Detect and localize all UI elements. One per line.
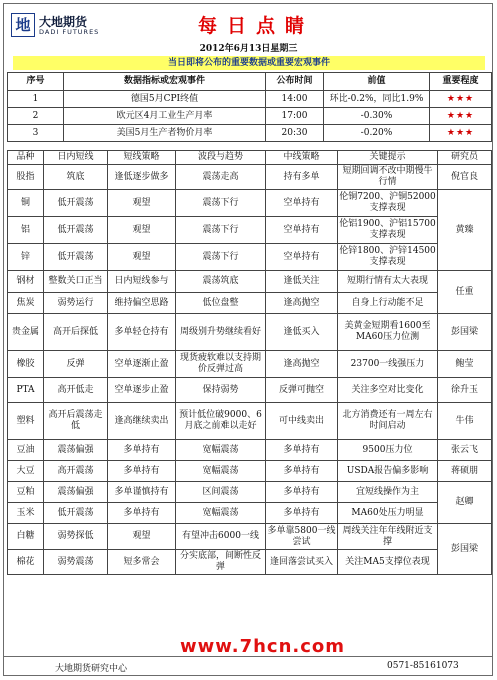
intraday-view: 震荡偏强 <box>44 440 108 461</box>
key-tip: USDA报告偏多影响 <box>338 461 438 482</box>
researcher-name: 牛伟 <box>438 403 492 440</box>
commodity-name: 焦炭 <box>8 293 44 314</box>
researcher-name: 赵卿 <box>438 482 492 524</box>
mid-strategy: 反弹可抛空 <box>266 378 338 403</box>
events-header-cell: 重要程度 <box>430 73 492 91</box>
event-number: 3 <box>8 125 64 142</box>
intraday-view: 高开后探低 <box>44 314 108 351</box>
intraday-view: 弱势震荡 <box>44 550 108 575</box>
mid-strategy: 多单持有 <box>266 440 338 461</box>
page-title: 每日点睛 <box>198 15 315 37</box>
commodity-row <box>8 165 492 190</box>
short-strategy: 观望 <box>108 244 176 271</box>
mid-strategy: 多单持有 <box>266 482 338 503</box>
commodity-name: 豆油 <box>8 440 44 461</box>
report-date: 2012年6月13日星期三 <box>199 44 298 54</box>
swing-trend: 宽幅震荡 <box>176 440 266 461</box>
commodity-header-cell: 中线策略 <box>266 151 338 165</box>
commodity-name: 铜 <box>8 190 44 217</box>
swing-trend: 区间震荡 <box>176 482 266 503</box>
events-row <box>8 91 492 108</box>
commodity-row <box>8 503 492 524</box>
intraday-view: 高开震荡 <box>44 461 108 482</box>
events-header-cell: 数据指标或宏观事件 <box>64 73 266 91</box>
key-tip: 伦锌1800、沪锌14500支撑表现 <box>338 244 438 271</box>
researcher-name: 张云飞 <box>438 440 492 461</box>
researcher-name: 蒋硕朋 <box>438 461 492 482</box>
swing-trend: 震荡走高 <box>176 165 266 190</box>
key-tip: 伦铝1900、沪铝15700支撑表现 <box>338 217 438 244</box>
swing-trend: 宽幅震荡 <box>176 461 266 482</box>
commodity-name: 豆粕 <box>8 482 44 503</box>
commodity-row <box>8 271 492 293</box>
swing-trend: 现货疲软难以支持期价反弹过高 <box>176 351 266 378</box>
researcher-name: 黄臻 <box>438 190 492 271</box>
mid-strategy: 空单持有 <box>266 190 338 217</box>
intraday-view: 低开震荡 <box>44 244 108 271</box>
researcher-name: 倪官良 <box>438 165 492 190</box>
header <box>3 3 493 41</box>
commodity-name: 大豆 <box>8 461 44 482</box>
mid-strategy: 空单持有 <box>266 217 338 244</box>
swing-trend: 震荡下行 <box>176 244 266 271</box>
key-tip: MA60处压力明显 <box>338 503 438 524</box>
commodity-row <box>8 351 492 378</box>
footer-org: 大地期货研究中心 <box>55 664 128 674</box>
short-strategy: 逢高继续卖出 <box>108 403 176 440</box>
commodity-name: 塑料 <box>8 403 44 440</box>
importance-stars-icon: ★★★ <box>430 125 492 142</box>
intraday-view: 低开震荡 <box>44 190 108 217</box>
commodity-row <box>8 293 492 314</box>
mid-strategy: 逢高抛空 <box>266 293 338 314</box>
key-tip: 短期行情有太大表现 <box>338 271 438 293</box>
footer <box>3 656 493 677</box>
mid-strategy: 空单持有 <box>266 244 338 271</box>
key-tip: 短期回调不改中期慢牛行情 <box>338 165 438 190</box>
commodity-row <box>8 461 492 482</box>
company-logo <box>11 13 111 39</box>
commodity-name: 贵金属 <box>8 314 44 351</box>
mid-strategy: 可中线卖出 <box>266 403 338 440</box>
event-previous-value: -0.30% <box>324 108 430 125</box>
events-header-cell: 前值 <box>324 73 430 91</box>
short-strategy: 日内短线参与 <box>108 271 176 293</box>
commodity-header-cell: 日内短线 <box>44 151 108 165</box>
commodity-name: 玉米 <box>8 503 44 524</box>
intraday-view: 筑底 <box>44 165 108 190</box>
commodity-row <box>8 244 492 271</box>
footer-phone: 0571-85161073 <box>387 661 459 671</box>
event-time: 20:30 <box>266 125 324 142</box>
swing-trend: 震荡筑底 <box>176 271 266 293</box>
intraday-view: 整数关口正当 <box>44 271 108 293</box>
events-header-row <box>8 73 492 91</box>
commodity-row <box>8 217 492 244</box>
short-strategy: 多单持有 <box>108 461 176 482</box>
intraday-view: 弱势探低 <box>44 524 108 550</box>
commodity-row <box>8 482 492 503</box>
key-tip: 关注多空对比变化 <box>338 378 438 403</box>
key-tip: 自身上行动能不足 <box>338 293 438 314</box>
key-tip: 周线关注年年线附近支撑 <box>338 524 438 550</box>
logo-text-cn: 大地期货 <box>39 15 88 29</box>
watermark: www.7hcn.com <box>180 636 346 657</box>
swing-trend: 有望冲击6000一线 <box>176 524 266 550</box>
event-time: 17:00 <box>266 108 324 125</box>
mid-strategy: 多单靠5800一线尝试 <box>266 524 338 550</box>
swing-trend: 预计低位破9000、6月底之前难以走好 <box>176 403 266 440</box>
commodity-row <box>8 440 492 461</box>
logo-mark-icon: 地 <box>11 13 35 37</box>
section-heading-events: 当日即将公布的重要数据或重要宏观事件 <box>13 56 485 70</box>
importance-stars-icon: ★★★ <box>430 108 492 125</box>
event-previous-value: 环比-0.2%，同比1.9% <box>324 91 430 108</box>
researcher-name: 彭国梁 <box>438 314 492 351</box>
commodity-header-cell: 关键提示 <box>338 151 438 165</box>
event-number: 1 <box>8 91 64 108</box>
swing-trend: 分实底部，间断性反弹 <box>176 550 266 575</box>
commodity-name: 铝 <box>8 217 44 244</box>
swing-trend: 低位盘整 <box>176 293 266 314</box>
commodity-name: 锌 <box>8 244 44 271</box>
key-tip: 关注MA5支撑位表现 <box>338 550 438 575</box>
event-name: 美国5月生产者物价月率 <box>64 125 266 142</box>
short-strategy: 观望 <box>108 217 176 244</box>
events-header-cell: 序号 <box>8 73 64 91</box>
key-tip: 23700一线强压力 <box>338 351 438 378</box>
mid-strategy: 多单持有 <box>266 503 338 524</box>
researcher-name: 彭国梁 <box>438 524 492 575</box>
commodity-name: 白糖 <box>8 524 44 550</box>
commodity-row <box>8 314 492 351</box>
event-time: 14:00 <box>266 91 324 108</box>
events-header-cell: 公布时间 <box>266 73 324 91</box>
commodity-name: 钢材 <box>8 271 44 293</box>
key-tip: 9500压力位 <box>338 440 438 461</box>
short-strategy: 多单持有 <box>108 503 176 524</box>
short-strategy: 空单逐步止盈 <box>108 378 176 403</box>
swing-trend: 震荡下行 <box>176 217 266 244</box>
event-previous-value: -0.20% <box>324 125 430 142</box>
event-number: 2 <box>8 108 64 125</box>
key-tip: 北方消费还有一周左右时间启动 <box>338 403 438 440</box>
commodity-row <box>8 524 492 550</box>
short-strategy: 多单谨慎持有 <box>108 482 176 503</box>
swing-trend: 宽幅震荡 <box>176 503 266 524</box>
short-strategy: 观望 <box>108 190 176 217</box>
short-strategy: 维持偏空思路 <box>108 293 176 314</box>
commodity-name: PTA <box>8 378 44 403</box>
events-row <box>8 108 492 125</box>
intraday-view: 低开震荡 <box>44 217 108 244</box>
events-row <box>8 125 492 142</box>
commodity-header-cell: 短线策略 <box>108 151 176 165</box>
intraday-view: 低开震荡 <box>44 503 108 524</box>
mid-strategy: 逢回落尝试买入 <box>266 550 338 575</box>
commodity-table <box>7 150 492 575</box>
commodity-header-cell: 品种 <box>8 151 44 165</box>
researcher-name: 鲍莹 <box>438 351 492 378</box>
short-strategy: 短多常会 <box>108 550 176 575</box>
swing-trend: 周级别升势继续看好 <box>176 314 266 351</box>
short-strategy: 多单轻仓持有 <box>108 314 176 351</box>
commodity-header-cell: 波段与趋势 <box>176 151 266 165</box>
intraday-view: 弱势运行 <box>44 293 108 314</box>
commodity-name: 棉花 <box>8 550 44 575</box>
key-tip: 宜短线操作为主 <box>338 482 438 503</box>
intraday-view: 高开低走 <box>44 378 108 403</box>
event-name: 欧元区4月工业生产月率 <box>64 108 266 125</box>
intraday-view: 反弹 <box>44 351 108 378</box>
commodity-name: 橡胶 <box>8 351 44 378</box>
event-name: 德国5月CPI终值 <box>64 91 266 108</box>
intraday-view: 震荡偏强 <box>44 482 108 503</box>
mid-strategy: 多单持有 <box>266 461 338 482</box>
mid-strategy: 逢低买入 <box>266 314 338 351</box>
commodity-row <box>8 550 492 575</box>
intraday-view: 高开后震荡走低 <box>44 403 108 440</box>
mid-strategy: 持有多单 <box>266 165 338 190</box>
commodity-name: 股指 <box>8 165 44 190</box>
commodity-header-row <box>8 151 492 165</box>
commodity-row <box>8 378 492 403</box>
mid-strategy: 逢高抛空 <box>266 351 338 378</box>
importance-stars-icon: ★★★ <box>430 91 492 108</box>
commodity-row <box>8 190 492 217</box>
commodity-row <box>8 403 492 440</box>
researcher-name: 任重 <box>438 271 492 314</box>
key-tip: 伦铜7200、沪铜52000支撑表现 <box>338 190 438 217</box>
short-strategy: 多单持有 <box>108 440 176 461</box>
key-tip: 美黄金短期看1600至MA60压力位测 <box>338 314 438 351</box>
logo-text-en: DADI FUTURES <box>39 28 100 36</box>
short-strategy: 空单逐渐止盈 <box>108 351 176 378</box>
short-strategy: 观望 <box>108 524 176 550</box>
mid-strategy: 逢低关注 <box>266 271 338 293</box>
short-strategy: 逢低逐步做多 <box>108 165 176 190</box>
swing-trend: 保持弱势 <box>176 378 266 403</box>
commodity-header-cell: 研究员 <box>438 151 492 165</box>
events-table <box>7 72 492 142</box>
swing-trend: 震荡下行 <box>176 190 266 217</box>
researcher-name: 徐升玉 <box>438 378 492 403</box>
